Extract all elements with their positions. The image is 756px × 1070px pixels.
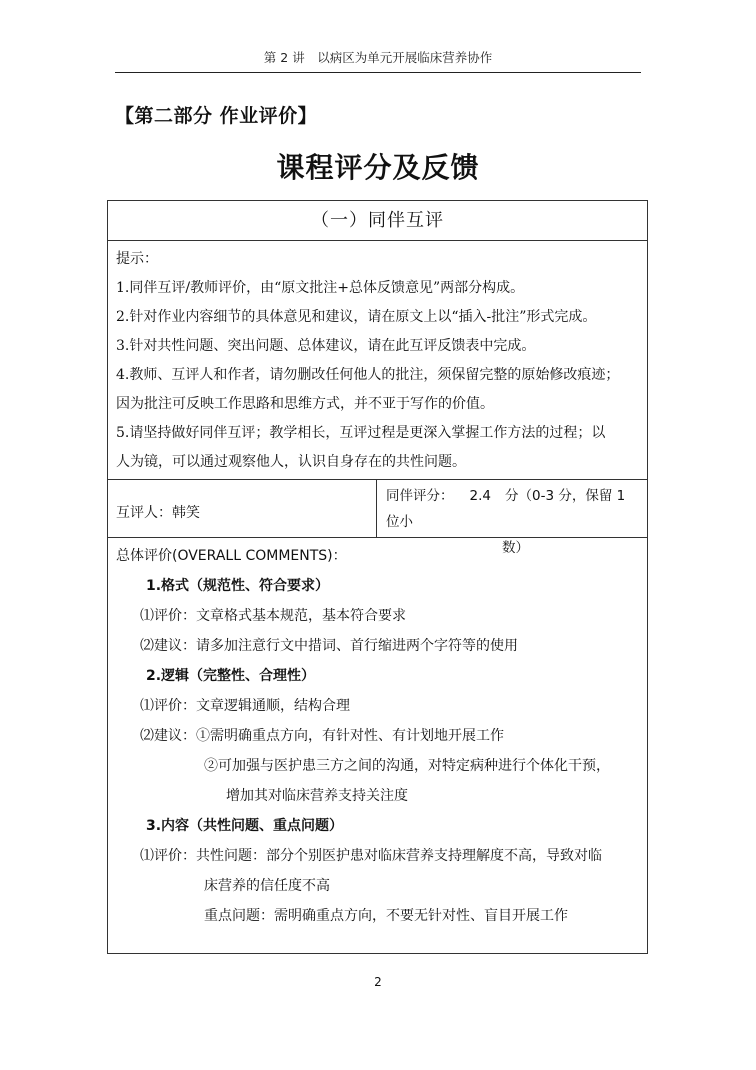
tip-line: 人为镜，可以通过观察他人，认识自身存在的共性问题。 (116, 454, 466, 470)
section-heading: 3.内容（共性问题、重点问题） (146, 818, 344, 834)
comment-line: ⑴评价：共性问题：部分个别医护患对临床营养支持理解度不高，导致对临 (140, 848, 602, 864)
overall-label: 总体评价(OVERALL COMMENTS)： (116, 548, 347, 564)
divider (108, 537, 647, 538)
score-label: 同伴评分： (386, 488, 454, 504)
tips-label: 提示： (116, 251, 158, 267)
tips-block (116, 245, 643, 477)
score-unit: 分（0-3 分，保留 1 位小 (386, 488, 626, 530)
reviewer-field (116, 491, 200, 535)
main-title: 课程评分及反馈 (276, 151, 480, 184)
comment-line: ⑵建议：请多加注意行文中措词、首行缩进两个字符等的使用 (140, 638, 518, 654)
comment-line: ②可加强与医护患三方之间的沟通，对特定病种进行个体化干预， (204, 758, 610, 774)
score-unit-cont: 数） (502, 540, 529, 556)
page-header (115, 44, 641, 73)
section-heading: 2.逻辑（完整性、合理性） (146, 668, 316, 684)
divider (376, 479, 377, 537)
box-title: （一）同伴互评 (311, 210, 444, 231)
reviewer-label: 互评人： (116, 505, 172, 521)
page-number: 2 (374, 975, 382, 989)
section-title: 【第二部分 作业评价】 (115, 105, 318, 127)
comment-line: ⑴评价：文章格式基本规范，基本符合要求 (140, 608, 406, 624)
comment-line: ⑴评价：文章逻辑通顺，结构合理 (140, 698, 350, 714)
section-heading: 1.格式（规范性、符合要求） (146, 578, 330, 594)
tip-line: 3.针对共性问题、突出问题、总体建议，请在此互评反馈表中完成。 (116, 338, 536, 354)
comment-line: 床营养的信任度不高 (204, 878, 330, 894)
tip-line: 2.针对作业内容细节的具体意见和建议，请在原文上以“插入-批注”形式完成。 (116, 309, 597, 325)
tip-line: 4.教师、互评人和作者，请勿删改任何他人的批注，须保留完整的原始修改痕迹； (116, 367, 620, 383)
divider (108, 240, 647, 241)
score-value: 2.4 (469, 488, 491, 504)
review-table (107, 200, 648, 954)
comment-line: 增加其对临床营养支持关注度 (226, 788, 408, 804)
header-text: 第 2 讲 以病区为单元开展临床营养协作 (263, 50, 493, 65)
comment-line: ⑵建议：①需明确重点方向，有针对性、有计划地开展工作 (140, 728, 504, 744)
tip-line: 5.请坚持做好同伴互评；教学相长，互评过程是更深入掌握工作方法的过程；以 (116, 425, 606, 441)
overall-comments (116, 541, 643, 931)
tip-line: 因为批注可反映工作思路和思维方式，并不亚于写作的价值。 (116, 396, 494, 412)
comment-line: 重点问题：需明确重点方向，不要无针对性、盲目开展工作 (204, 908, 568, 924)
divider (108, 479, 647, 480)
reviewer-name: 韩笑 (172, 505, 200, 521)
tip-line: 1.同伴互评/教师评价，由“原文批注+总体反馈意见”两部分构成。 (116, 280, 525, 296)
